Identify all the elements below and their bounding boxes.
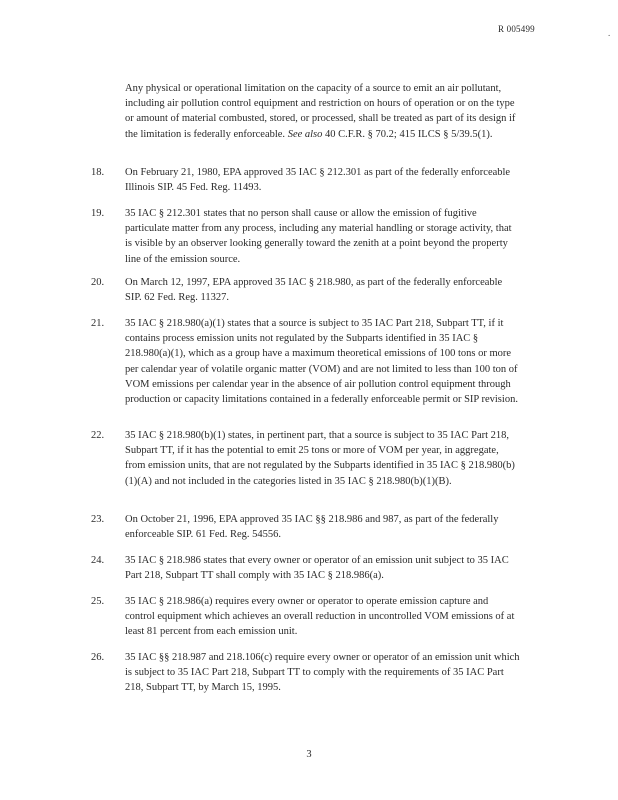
paragraph-text: 35 IAC § 218.980(b)(1) states, in pertinent part, that a source is subject to 35 IAC Part 218, Subpart TT, if it has the potential to emit 25 tons or more of VOM per year, in aggregate, from emission units, that are not regulated by the Subparts identified in 35 IAC § 218.980(b)(1)(A) and not included in the categories listed in 35 IAC § 218.980(b)(1)(B). [125, 430, 515, 487]
see-also-signal: See also [287, 128, 323, 140]
paragraph-number: 19. [91, 208, 105, 219]
paragraph-text: On February 21, 1980, EPA approved 35 IAC § 212.301 as part of the federally enforceable Illinois SIP. 45 Fed. Reg. 11493. [125, 167, 511, 194]
paragraph-text: 35 IAC § 212.301 states that no person shall cause or allow the emission of fugitive particulate matter from any process, including any material handling or storage activity, that is visible by an observer looking generally toward the zenith at a point beyond the property line of the emission source. [125, 208, 512, 265]
paragraph-number: 20. [91, 277, 105, 288]
bates-number: R 005499 [498, 24, 535, 34]
paragraph-number: 21. [91, 318, 105, 329]
paragraph-number: 23. [91, 514, 105, 525]
paragraph-text: 35 IAC § 218.986(a) requires every owner or operator to operate emission capture and control equipment which achieves an overall reduction in uncontrolled VOM emissions of at least 81 percent from each emission unit. [125, 596, 515, 638]
paragraph-text: 35 IAC §§ 218.987 and 218.106(c) require every owner or operator of an emission unit which is subject to 35 IAC Part 218, Subpart TT to comply with the requirements of 35 IAC Part 218, Subpart TT, by March 15, 1995. [125, 652, 520, 694]
corner-mark: . [608, 28, 611, 38]
intro-citation: 40 C.F.R. § 70.2; 415 ILCS § 5/39.5(1). [325, 128, 493, 140]
paragraph-number: 18. [91, 167, 105, 178]
paragraph-text: On October 21, 1996, EPA approved 35 IAC §§ 218.986 and 987, as part of the federally enforceable SIP. 61 Fed. Reg. 54556. [125, 514, 499, 541]
paragraph-number: 22. [91, 430, 105, 441]
paragraph-text: 35 IAC § 218.980(a)(1) states that a source is subject to 35 IAC Part 218, Subpart TT, if it contains process emission units not regulated by the Subparts identified in 35 IAC § 218.980(a)(1), which as a group have a maximum theoretical emissions of 100 tons or more per calendar year of volatile organic matter (VOM) and are not limited to less than 100 ton of VOM emissions per calendar year in the absence of air pollution control equipment through production or capacity limitations contained in a federally enforceable permit or SIP revision. [125, 318, 518, 406]
paragraph-number: 26. [91, 652, 105, 663]
intro-paragraph [125, 81, 520, 142]
paragraph-number: 25. [91, 596, 105, 607]
paragraph-number: 24. [91, 555, 105, 566]
paragraph-text: 35 IAC § 218.986 states that every owner or operator of an emission unit subject to 35 IAC Part 218, Subpart TT shall comply with 35 IAC § 218.986(a). [125, 555, 509, 582]
page-number: 3 [306, 749, 312, 760]
intro-text: Any physical or operational limitation on the capacity of a source to emit an air pollutant, including air pollution control equipment and restriction on hours of operation or on the type or amount of material combusted, stored, or processed, shall be treated as part of its design if the limitation is federally enforceable. [125, 83, 516, 140]
paragraph-text: On March 12, 1997, EPA approved 35 IAC § 218.980, as part of the federally enforceable SIP. 62 Fed. Reg. 11327. [125, 277, 503, 304]
